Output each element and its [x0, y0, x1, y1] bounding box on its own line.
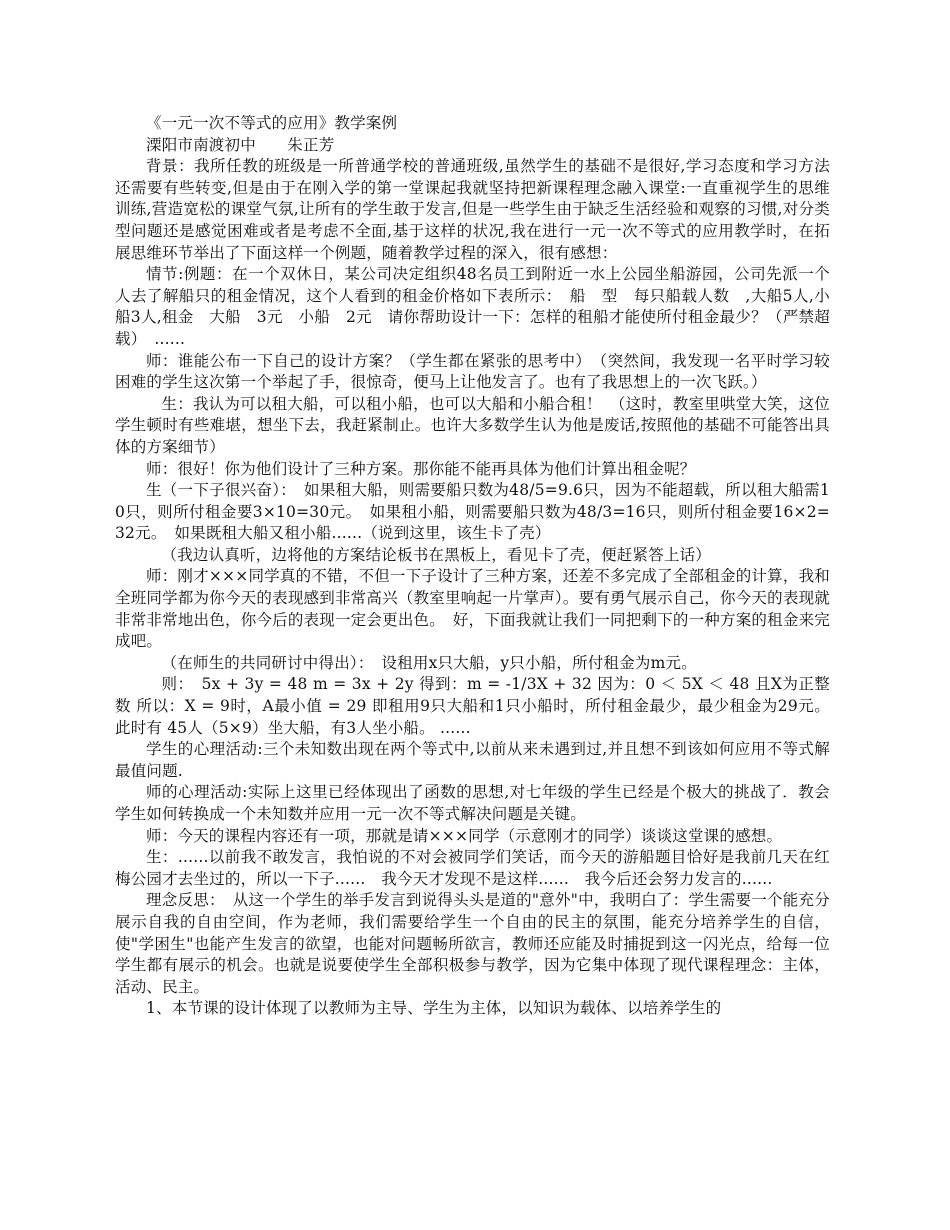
paragraph-point-one: 1、本节课的设计体现了以教师为主导、学生为主体，以知识为载体、以培养学生的 [146, 999, 722, 1018]
paragraph-teacher-psychology: 师的心理活动:实际上这里已经体现出了函数的思想,对七年级的学生已经是个极大的挑战了．教会学生如何转换成一个未知数并应用一元一次不等式解决问题是关键。 [115, 783, 830, 823]
paragraph-teacher-question: 师：谁能公布一下自己的设计方案？（学生都在紧张的思考中） （突然间，我发现一名平时学习较困难的学生这次第一个举起了手，很惊奇，便马上让他发言了。也有了我思想上的一次飞跃。） [115, 351, 830, 392]
paragraph-solution: 则： 5x + 3y = 48 m = 3x + 2y 得到：m = -1/3X + 32 因为：0 ＜ 5X ＜ 48 且X为正整数 所以：X = 9时，A最小值 = 29 即租用9只大船和1只小船时，所付租金最少，最少租金为29元。此时有 45人（5×9）坐大船，有3人坐小船。 ...... [115, 675, 830, 737]
document-author: 溧阳市南渡初中 朱正芳 [146, 135, 335, 154]
paragraph-student-psychology: 学生的心理活动:三个未知数出现在两个等式中,以前从来未遇到过,并且想不到该如何应用不等式解最值问题. [115, 740, 830, 780]
paragraph-teacher-closing: 师：今天的课程内容还有一项，那就是请×××同学（示意刚才的同学）谈谈这堂课的感想。 [146, 826, 783, 845]
paragraph-teacher-encourage: 师：刚才×××同学真的不错，不但一下子设计了三种方案，还差不多完成了全部租金的计算，我和全班同学都为你今天的表现感到非常高兴（教室里响起一片掌声）。要有勇气展示自己，你今天的表现就非常非常地出色，你今后的表现一定会更出色。 好，下面我就让我们一同把剩下的一种方案的租金来完成吧。 [115, 567, 830, 651]
paragraph-discussion: （在师生的共同研讨中得出）： 设租用x只大船，y只小船，所付租金为m元。 [161, 653, 697, 672]
paragraph-blackboard: （我边认真听，边将他的方案结论板书在黑板上，看见卡了壳，便赶紧答上话） [161, 545, 712, 564]
paragraph-concept-reflection: 理念反思： 从这一个学生的举手发言到说得头头是道的"意外"中，我明白了：学生需要一个能充分展示自我的自由空间，作为老师，我们需要给学生一个自由的民主的氛围，能充分培养学生的自信，使"学困生"也能产生发言的欲望，也能对问题畅所欲言，教师还应能及时捕捉到这一闪光点，给每一位学生都有展示的机会。也就是说要使学生全部积极参与教学，因为它集中体现了现代课程理念：主体，活动、民主。 [115, 891, 830, 996]
paragraph-teacher-praise: 师：很好！你为他们设计了三种方案。那你能不能再具体为他们计算出租金呢？ [146, 459, 696, 478]
document-body [115, 113, 830, 1020]
paragraph-background: 背景：我所任教的班级是一所普通学校的普通班级,虽然学生的基础不是很好,学习态度和学习方法还需要有些转变,但是由于在刚入学的第一堂课起我就坚持把新课程理念融入课堂:一直重视学生的思维训练,营造宽松的课堂气氛,让所有的学生敢于发言,但是一些学生由于缺乏生活经验和观察的习惯,对分类型问题还是感觉困难或者是考虑不全面,基于这样的状况,我在进行一元一次不等式的应用教学时，在拓展思维环节举出了下面这样一个例题，随着教学过程的深入，很有感想： [115, 157, 830, 262]
paragraph-scenario: 情节:例题：在一个双休日，某公司决定组织48名员工到附近一水上公园坐船游园，公司先派一个人去了解船只的租金情况，这个人看到的租金价格如下表所示： 船 型 每只船载人数 ,大船5人,小船3人,租金 大船 3元 小船 2元 请你帮助设计一下：怎样的租船才能使所付租金最少？（严禁超载） ...... [115, 265, 830, 348]
paragraph-student-answer: 生：我认为可以租大船，可以租小船，也可以大船和小船合租！ （这时，教室里哄堂大笑，这位学生顿时有些难堪，想坐下去，我赶紧制止。也许大多数学生认为他是废话,按照他的基础不可能答出具体的方案细节） [115, 394, 830, 456]
document-title: 《一元一次不等式的应用》教学案例 [146, 114, 398, 132]
paragraph-student-calculation: 生（一下子很兴奋）： 如果租大船，则需要船只数为48/5=9.6只，因为不能超载，所以租大船需10只，则所付租金要3×10=30元。 如果租小船，则需要船只数为48/3=16只，则所付租金要16×2=32元。 如果既租大船又租小船......（说到这里，该生卡了壳） [115, 481, 830, 543]
paragraph-student-reflection: 生：......以前我不敢发言，我怕说的不对会被同学们笑话，而今天的游船题目恰好是我前几天在红梅公园才去坐过的，所以一下子...... 我今天才发现不是这样...... 我今后还会努力发言的...... [115, 848, 830, 888]
